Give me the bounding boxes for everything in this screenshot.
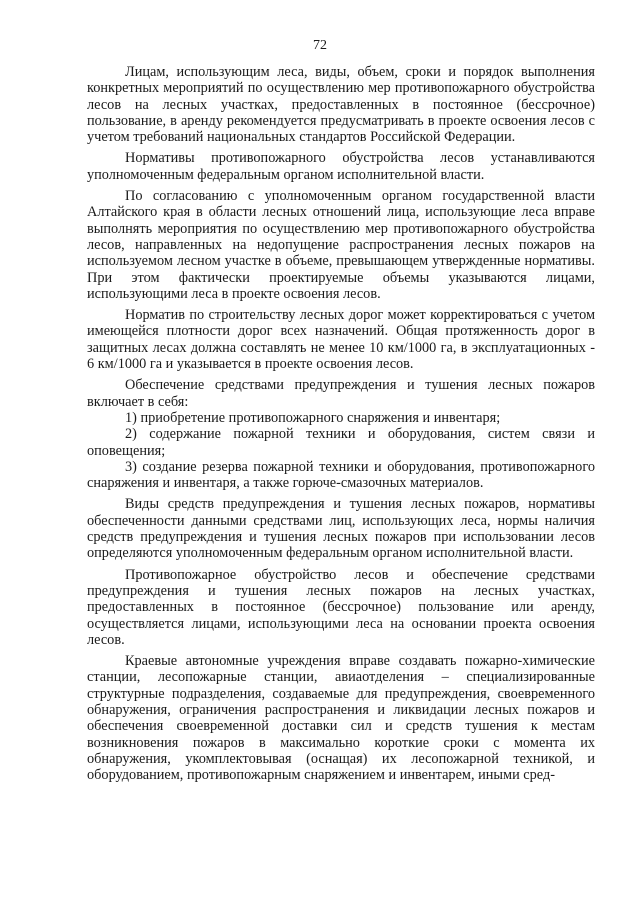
paragraph: Нормативы противопожарного обустройства лесов устанавливаются уполномоченным федеральным органом исполнительной власти. xyxy=(87,150,595,183)
paragraph: По согласованию с уполномоченным органом государственной власти Алтайского края в области лесных отношений лица, использующие леса вправе выполнять мероприятия по осуществлению мер противопожарного обустройства лесов, направленных на недопущение распространения лесных пожаров на используемом лесном участке в объеме, превышающем утвержденные нормативы. При этом фактически проектируемые объемы указываются лицами, использующими леса в проекте освоения лесов. xyxy=(87,188,595,302)
paragraph: Краевые автономные учреждения вправе создавать пожарно-химические станции, лесопожарные станции, авиаотделения – специализированные структурные подразделения, создаваемые для предупреждения, своевременного обнаружения, ограничения распространения и ликвидации лесных пожаров и обеспечения своевременной доставки сил и средств тушения к местам возникновения пожаров в максимально короткие сроки с момента их обнаружения, укомплектовывая (оснащая) их лесопожарной техникой, и оборудованием, противопожарным снаряжением и инвентарем, иными сред- xyxy=(87,653,595,784)
list-item: 2) содержание пожарной техники и оборудования, систем связи и оповещения; xyxy=(87,426,595,459)
paragraph: Обеспечение средствами предупреждения и тушения лесных пожаров включает в себя: xyxy=(87,377,595,410)
paragraph: Противопожарное обустройство лесов и обеспечение средствами предупреждения и тушения лесных пожаров на лесных участках, предоставленных в постоянное (бессрочное) пользование или аренду, осуществляется лицами, использующими леса на основании проекта освоения лесов. xyxy=(87,566,595,648)
paragraph: Норматив по строительству лесных дорог может корректироваться с учетом имеющейся плотности дорог всех назначений. Общая протяженность дорог в защитных лесах должна составлять не менее 10 км/1000 га, в эксплуатационных - 6 км/1000 га и указывается в проекте освоения лесов. xyxy=(87,307,595,373)
paragraph: Лицам, использующим леса, виды, объем, сроки и порядок выполнения конкретных мероприятий по осуществлению мер противопожарного обустройства лесов на лесных участках, предоставленных в постоянное (бессрочное) пользование, в аренду рекомендуется предусматривать в проекте освоения лесов с учетом требований национальных стандартов Российской Федерации. xyxy=(87,64,595,146)
page-number: 72 xyxy=(313,38,327,53)
list-item: 1) приобретение противопожарного снаряжения и инвентаря; xyxy=(125,409,501,426)
list-item: 3) создание резерва пожарной техники и оборудования, противопожарного снаряжения и инвентаря, а также горюче-смазочных материалов. xyxy=(87,458,595,492)
body-text xyxy=(87,64,595,788)
paragraph: Виды средств предупреждения и тушения лесных пожаров, нормативы обеспеченности данными средствами лиц, использующих леса, нормы наличия средств предупреждения и тушения лесных пожаров при использовании лесов определяются уполномоченным федеральным органом исполнительной власти. xyxy=(87,496,595,562)
